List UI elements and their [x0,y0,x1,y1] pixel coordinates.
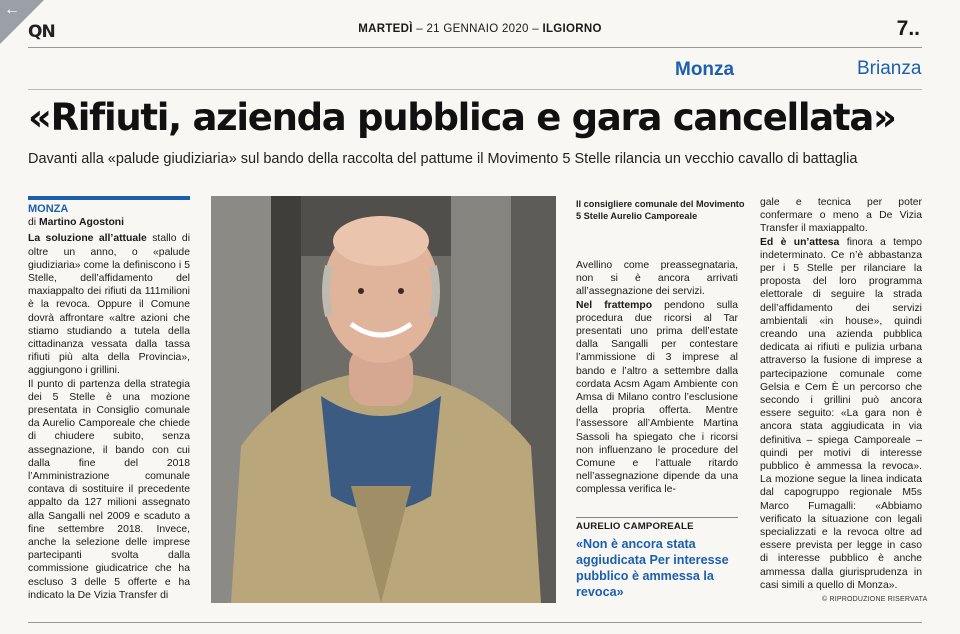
copyright-notice: © RIPRODUZIONE RISERVATA [822,596,928,603]
article-column-3 [576,259,738,497]
newspaper-logo: QN [28,22,55,42]
paragraph: Avellino come preassegnataria, non si è ancora arrivati all’assegnazione dei servizi. [576,260,738,298]
paragraph [576,299,738,497]
byline-author: Martino Agostoni [38,217,125,229]
section-label-primary: Monza [675,59,735,80]
back-arrow-icon[interactable]: ← [4,1,20,18]
portrait-illustration [211,196,556,603]
pull-quote [576,517,738,600]
article-subhead: Davanti alla «palude giudiziaria» sul bando della raccolta del pattume il Movimento 5 Stelle rilancia un vecchio cavallo di battaglia [28,151,858,167]
article-photo [211,196,556,603]
page-number: 7.. [896,17,920,40]
article-column-1 [28,196,190,602]
article-column-4 [760,196,922,592]
paragraph-text: pendono sulla procedura due ricorsi al Tar presentati uno prima dell’estate dalla Sangalli per contestare l’ammissione di 3 imprese al bando e l’altro a settembre dalla cordata Acsm Agam Ambiente con Amsa di Milano contro l’esclusione della propria offerta. Mentre l’assessore all’Ambiente Martina Sassoli ha spiegato che i ricorsi non influenzano le procedure del Comune e l’attuale ritardo nell’assegnazione dipende da una complessa verifica le- [576,299,738,496]
lead-in: Nel frattempo [576,299,653,311]
footer-divider [28,622,922,623]
header-date: – 21 GENNAIO 2020 – [416,23,539,35]
header-paper: ILGIORNO [542,23,602,35]
quote-text: «Non è ancora stata aggiudicata Per interesse pubblico è ammessa la revoca» [576,537,729,599]
quote-divider [576,517,738,518]
photo-caption: Il consigliere comunale del Movimento 5 Stelle Aurelio Camporeale [576,199,745,221]
article-kicker: MONZA [28,203,69,215]
lead-in: La soluzione all’attuale [28,233,147,245]
article-byline [28,216,190,229]
header-divider [28,47,922,48]
paragraph-text: finora a tempo indeterminato. Ce n’è abbastanza per i 5 Stelle per rilanciare la proposta del loro programma elettorale di seguire la strada dell’affidamento dei servizi ambientali «in house», quindi creando una azienda pubblica dedicata ai rifiuti e pulizia urbana attraverso la fusione di imprese a partecipazione comunale come Gelsia e Cem È un percorso che secondo i grillini può ancora essere seguito: «La gara non è ancora stata aggiudicata in via definitiva – spiega Camporeale – quindi per motivi di interesse pubblico è ammessa la revoca». La mozione segue la linea indicata dal capogruppo regionale M5s Marco Fumagalli: «Abbiamo verificato la situazione con legali specializzati e la revoca oltre ad essere prevista per legge in caso di interesse pubblico è anche ammessa dalla giurisprudenza in casi simili a quello di Monza». [760,236,922,591]
paragraph: gale e tecnica per poter confermare o meno a De Vizia Transfer il maxiappalto. [760,197,922,235]
section-label-secondary: Brianza [857,58,922,79]
header-day: MARTEDÌ [358,23,413,35]
paragraph: Il punto di partenza della strategia dei 5 Stelle è una mozione presentata in Consiglio comunale da Aurelio Camporeale che chiede di chiudere subito, senza assegnazione, il bando con cui dalla fine del 2018 l’Amministrazione comunale contava di sostituire il precedente appalto da 127 milioni assegnato alla Sangalli nel 2009 e scaduto a fine settembre 2018. Invece, anche la selezione delle imprese partecipanti svolta dalla commissione giudicatrice che ha escluso 3 delle 5 offerte e ha indicato la De Vizia Transfer di [28,378,190,601]
kicker-bar [28,196,190,200]
page-header [0,23,960,35]
section-divider [28,89,922,90]
paragraph [28,232,190,377]
article-headline: «Rifiuti, azienda pubblica e gara cancellata» [28,96,896,139]
lead-in: Ed è un’attesa [760,236,840,248]
byline-prefix: di [28,217,37,229]
paragraph-text: stallo di oltre un anno, o «palude giudiziaria» come la definiscono i 5 Stelle, dell’affidamento del maxiappalto dei rifiuti da 111milioni è la revoca. Oppure il Comune dovrà affrontare «altre azioni che stiamo studiando a tutela della cittadinanza vessata dalla tassa rifiuti più alta della Provincia», aggiungono i grillini. [28,233,190,377]
quote-attribution: AURELIO CAMPOREALE [576,521,694,532]
paragraph [760,236,922,592]
